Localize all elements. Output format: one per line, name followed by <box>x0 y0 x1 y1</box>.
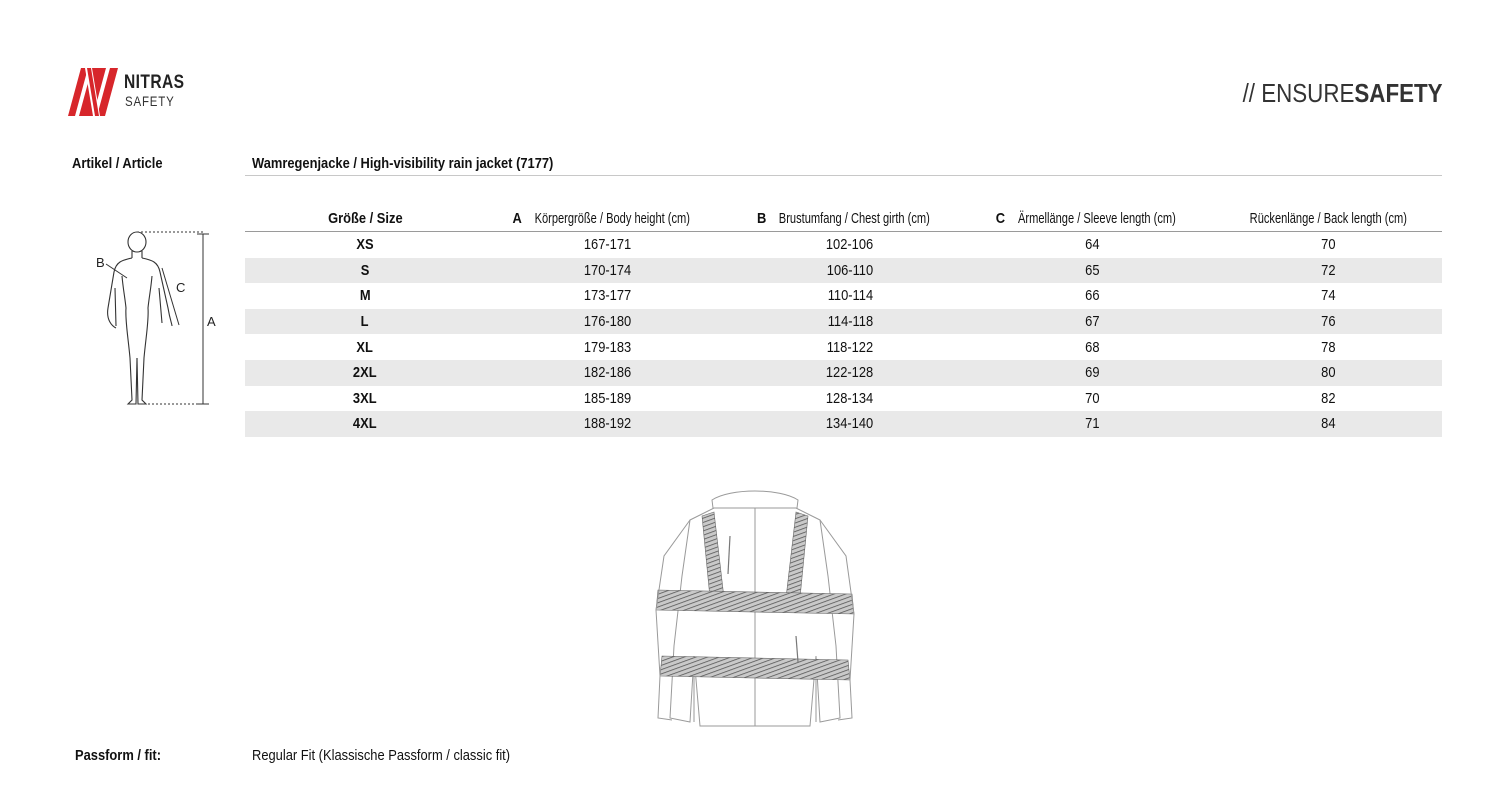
cell-back: 76 <box>1215 309 1442 335</box>
cell-chest: 102-106 <box>826 236 874 254</box>
fit-label: Passform / fit: <box>75 747 162 764</box>
cell-chest: 110-114 <box>827 287 873 305</box>
body-silhouette-icon <box>92 228 232 413</box>
header-size: Größe / Size <box>245 205 485 232</box>
cell-size: XS <box>356 236 374 254</box>
cell-size: M <box>359 287 371 305</box>
cell-height: 170-174 <box>485 258 730 284</box>
cell-height: 179-183 <box>583 338 632 356</box>
cell-back: 72 <box>1215 258 1442 284</box>
cell-height: 182-186 <box>485 360 730 386</box>
jacket-illustration <box>650 486 860 736</box>
header-body-height: AKörpergröße / Body height (cm) <box>485 205 730 232</box>
cell-size: L <box>245 309 485 335</box>
cell-sleeve: 65 <box>970 258 1215 284</box>
cell-back: 80 <box>1215 360 1442 386</box>
hi-vis-jacket-icon <box>650 486 860 736</box>
cell-size: 3XL <box>353 389 377 407</box>
fit-value: Regular Fit (Klassische Passform / classic fit) <box>252 747 511 764</box>
table-row <box>245 232 1442 258</box>
cell-back: 78 <box>1321 338 1336 356</box>
figure-label-c: C <box>176 280 186 295</box>
cell-height: 167-171 <box>583 236 632 254</box>
cell-sleeve: 67 <box>970 309 1215 335</box>
cell-chest: 114-118 <box>730 309 970 335</box>
cell-sleeve: 71 <box>970 411 1215 437</box>
figure-label-b: B <box>96 255 105 270</box>
nitras-safety-logo <box>68 66 218 118</box>
cell-back: 70 <box>1321 236 1336 254</box>
body-measurement-figure <box>92 228 232 413</box>
cell-height: 176-180 <box>485 309 730 335</box>
cell-chest: 128-134 <box>826 389 874 407</box>
nitras-logo-icon <box>68 66 120 118</box>
cell-sleeve: 70 <box>1085 389 1100 407</box>
cell-size: 2XL <box>245 360 485 386</box>
cell-back: 84 <box>1215 411 1442 437</box>
cell-sleeve: 64 <box>1085 236 1100 254</box>
cell-sleeve: 68 <box>1085 338 1100 356</box>
cell-chest: 122-128 <box>730 360 970 386</box>
cell-sleeve: 66 <box>1085 287 1100 305</box>
table-row <box>245 360 1442 386</box>
table-header-row <box>245 205 1442 232</box>
cell-height: 185-189 <box>583 389 632 407</box>
tagline-prefix: // ENSURE <box>1242 78 1355 108</box>
table-row <box>245 309 1442 335</box>
cell-chest: 118-122 <box>826 338 874 356</box>
header-chest-girth: BBrustumfang / Chest girth (cm) <box>730 205 970 232</box>
table-row <box>245 386 1442 412</box>
cell-height: 173-177 <box>583 287 632 305</box>
cell-height: 188-192 <box>485 411 730 437</box>
header-sleeve-length: CÄrmellänge / Sleeve length (cm) <box>970 205 1215 232</box>
cell-size: S <box>245 258 485 284</box>
article-divider <box>245 175 1442 176</box>
tagline-bold: SAFETY <box>1354 78 1443 108</box>
cell-chest: 106-110 <box>730 258 970 284</box>
cell-chest: 134-140 <box>730 411 970 437</box>
brand-name: NITRAS <box>124 72 185 93</box>
header-back-length: Rückenlänge / Back length (cm) <box>1215 205 1442 232</box>
size-chart-table <box>245 205 1442 437</box>
cell-size: 4XL <box>245 411 485 437</box>
brand-sub: SAFETY <box>125 93 175 109</box>
table-row <box>245 258 1442 284</box>
table-row <box>245 283 1442 309</box>
cell-back: 74 <box>1321 287 1336 305</box>
article-label: Artikel / Article <box>72 155 163 172</box>
table-row <box>245 334 1442 360</box>
article-value: Wamregenjacke / High-visibility rain jacket (7177) <box>252 155 554 172</box>
cell-back: 82 <box>1321 389 1336 407</box>
figure-label-a: A <box>207 314 216 329</box>
cell-size: XL <box>356 338 374 356</box>
table-row <box>245 411 1442 437</box>
ensure-safety-tagline <box>1243 78 1443 109</box>
cell-sleeve: 69 <box>970 360 1215 386</box>
